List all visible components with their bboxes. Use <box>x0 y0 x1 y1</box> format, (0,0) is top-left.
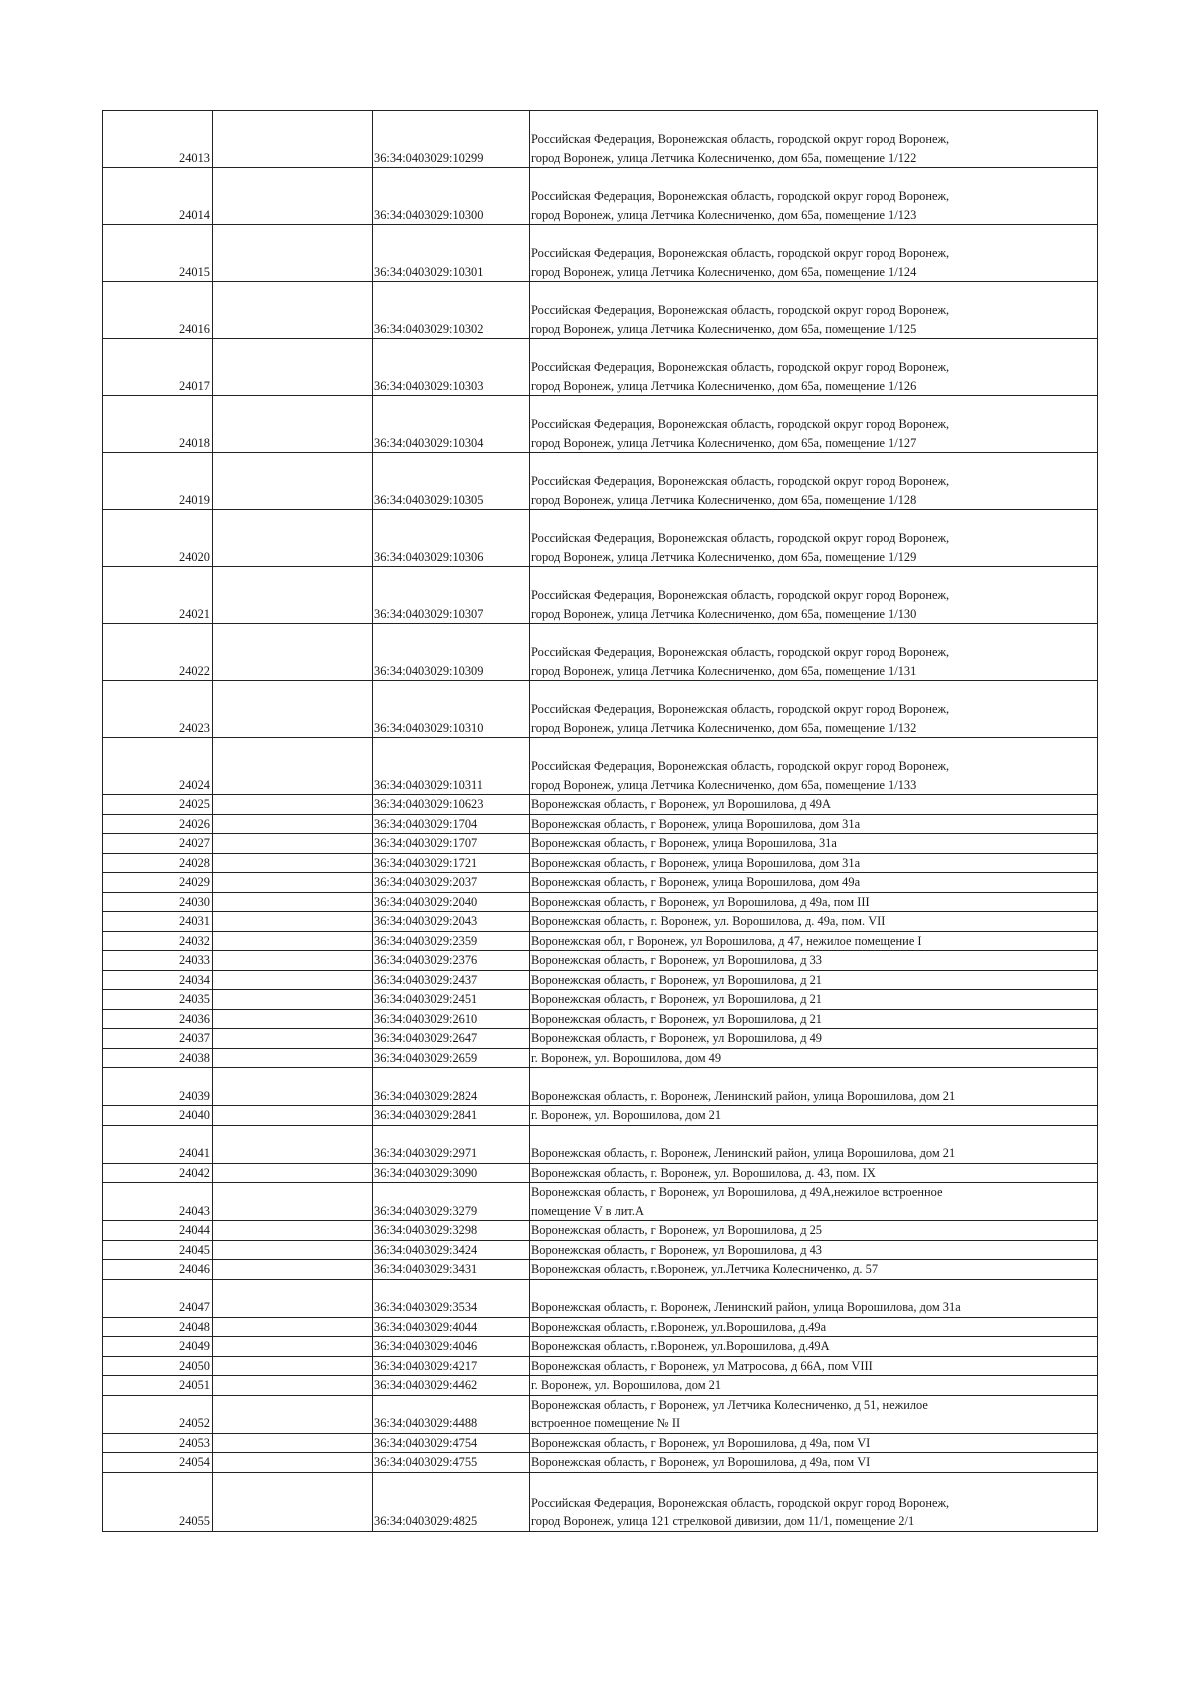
cadastral-number-cell: 36:34:0403029:10301 <box>373 225 530 282</box>
cadastral-number-cell: 36:34:0403029:4488 <box>373 1395 530 1433</box>
address-line: город Воронеж, улица Летчика Колесниченко, дом 65а, помещение 1/125 <box>531 321 917 336</box>
property-registry-table <box>102 110 1098 1532</box>
cadastral-number-cell: 36:34:0403029:10311 <box>373 738 530 795</box>
address-cell <box>530 814 1098 834</box>
empty-cell <box>213 111 373 168</box>
table-row <box>103 1376 1098 1396</box>
address-line: город Воронеж, улица Летчика Колесниченко, дом 65а, помещение 1/128 <box>531 492 917 507</box>
empty-cell <box>213 1106 373 1126</box>
cadastral-number-cell: 36:34:0403029:2376 <box>373 951 530 971</box>
table-row <box>103 1183 1098 1221</box>
empty-cell <box>213 1395 373 1433</box>
address-cell <box>530 567 1098 624</box>
empty-cell <box>213 1221 373 1241</box>
table-row <box>103 681 1098 738</box>
table-row <box>103 111 1098 168</box>
cadastral-number-cell: 36:34:0403029:4046 <box>373 1337 530 1357</box>
cadastral-number-cell: 36:34:0403029:2451 <box>373 990 530 1010</box>
cadastral-number-cell: 36:34:0403029:1704 <box>373 814 530 834</box>
address-line: Российская Федерация, Воронежская область, городской округ город Воронеж, <box>531 702 950 716</box>
row-number-cell: 24045 <box>103 1240 213 1260</box>
empty-cell <box>213 912 373 932</box>
row-number-cell: 24029 <box>103 873 213 893</box>
address-line: Российская Федерация, Воронежская область, городской округ город Воронеж, <box>531 645 950 659</box>
row-number-cell: 24043 <box>103 1183 213 1221</box>
address-cell <box>530 738 1098 795</box>
address-line: Российская Федерация, Воронежская область, городской округ город Воронеж, <box>531 303 950 317</box>
address-line: Воронежская область, г Воронеж, улица Ворошилова, дом 31а <box>531 855 861 870</box>
address-line: Воронежская область, г.Воронеж, ул.Ворошилова, д.49А <box>531 1339 830 1353</box>
cadastral-number-cell: 36:34:0403029:2610 <box>373 1009 530 1029</box>
address-cell <box>530 1279 1098 1317</box>
cadastral-number-cell: 36:34:0403029:3279 <box>373 1183 530 1221</box>
address-line: г. Воронеж, ул. Ворошилова, дом 49 <box>531 1050 722 1065</box>
cadastral-number-cell: 36:34:0403029:2037 <box>373 873 530 893</box>
table-row <box>103 1048 1098 1068</box>
cadastral-number-cell: 36:34:0403029:3431 <box>373 1260 530 1280</box>
table-row <box>103 624 1098 681</box>
row-number-cell: 24025 <box>103 795 213 815</box>
cadastral-number-cell: 36:34:0403029:2647 <box>373 1029 530 1049</box>
address-cell <box>530 951 1098 971</box>
address-line: Российская Федерация, Воронежская область, городской округ город Воронеж, <box>531 360 950 374</box>
empty-cell <box>213 873 373 893</box>
cadastral-number-cell: 36:34:0403029:4754 <box>373 1433 530 1453</box>
cadastral-number-cell: 36:34:0403029:10306 <box>373 510 530 567</box>
address-line: Воронежская область, г Воронеж, улица Ворошилова, дом 31а <box>531 816 861 831</box>
empty-cell <box>213 1068 373 1106</box>
table-row <box>103 1221 1098 1241</box>
cadastral-number-cell: 36:34:0403029:10302 <box>373 282 530 339</box>
address-cell <box>530 795 1098 815</box>
empty-cell <box>213 990 373 1010</box>
address-cell <box>530 510 1098 567</box>
cadastral-number-cell: 36:34:0403029:10305 <box>373 453 530 510</box>
empty-cell <box>213 1029 373 1049</box>
registry-table-body <box>103 111 1098 1532</box>
cadastral-number-cell: 36:34:0403029:3298 <box>373 1221 530 1241</box>
address-line: Воронежская область, г Воронеж, улица Ворошилова, 31а <box>531 836 837 850</box>
address-line: Российская Федерация, Воронежская область, городской округ город Воронеж, <box>531 132 950 146</box>
address-cell <box>530 1106 1098 1126</box>
table-row <box>103 396 1098 453</box>
table-row <box>103 1029 1098 1049</box>
row-number-cell: 24052 <box>103 1395 213 1433</box>
empty-cell <box>213 834 373 854</box>
cadastral-number-cell: 36:34:0403029:4825 <box>373 1472 530 1531</box>
address-cell <box>530 1068 1098 1106</box>
table-row <box>103 951 1098 971</box>
table-row <box>103 970 1098 990</box>
address-cell <box>530 1337 1098 1357</box>
address-line: Воронежская область, г.Воронеж, ул.Летчика Колесниченко, д. 57 <box>531 1262 879 1276</box>
cadastral-number-cell: 36:34:0403029:10307 <box>373 567 530 624</box>
address-line: Воронежская область, г Воронеж, ул Ворошилова, д 49А,нежилое встроенное <box>531 1185 943 1199</box>
empty-cell <box>213 1433 373 1453</box>
address-line: Воронежская область, г Воронеж, ул Ворошилова, д 49а, пом VI <box>531 1435 871 1450</box>
address-line: Воронежская область, г. Воронеж, ул. Ворошилова, д. 49а, пом. VII <box>531 914 886 928</box>
address-cell <box>530 892 1098 912</box>
address-cell <box>530 1221 1098 1241</box>
address-line: Воронежская область, г. Воронеж, ул. Ворошилова, д. 43, пом. IX <box>531 1165 876 1180</box>
empty-cell <box>213 1317 373 1337</box>
table-row <box>103 1106 1098 1126</box>
address-cell <box>530 990 1098 1010</box>
address-line: Воронежская область, г Воронеж, ул Летчика Колесниченко, д 51, нежилое <box>531 1397 928 1412</box>
row-number-cell: 24054 <box>103 1453 213 1473</box>
address-cell <box>530 1472 1098 1531</box>
table-row <box>103 225 1098 282</box>
address-line: город Воронеж, улица Летчика Колесниченко, дом 65а, помещение 1/126 <box>531 378 917 393</box>
row-number-cell: 24023 <box>103 681 213 738</box>
address-cell <box>530 1376 1098 1396</box>
address-line: Воронежская область, г Воронеж, улица Ворошилова, дом 49а <box>531 875 861 889</box>
table-row <box>103 814 1098 834</box>
address-line: встроенное помещение № II <box>531 1416 681 1430</box>
row-number-cell: 24030 <box>103 892 213 912</box>
address-cell <box>530 834 1098 854</box>
address-line: Воронежская область, г Воронеж, ул Ворошилова, д 25 <box>531 1223 823 1237</box>
address-cell <box>530 624 1098 681</box>
address-cell <box>530 1163 1098 1183</box>
row-number-cell: 24037 <box>103 1029 213 1049</box>
row-number-cell: 24021 <box>103 567 213 624</box>
cadastral-number-cell: 36:34:0403029:4217 <box>373 1356 530 1376</box>
table-row <box>103 168 1098 225</box>
address-line: Воронежская область, г Воронеж, ул Ворошилова, д 49А <box>531 797 831 811</box>
empty-cell <box>213 681 373 738</box>
table-row <box>103 912 1098 932</box>
address-line: Воронежская область, г Воронеж, ул Ворошилова, д 49а, пом III <box>531 894 870 909</box>
empty-cell <box>213 1048 373 1068</box>
table-row <box>103 892 1098 912</box>
row-number-cell: 24049 <box>103 1337 213 1357</box>
empty-cell <box>213 1279 373 1317</box>
table-row <box>103 1068 1098 1106</box>
row-number-cell: 24046 <box>103 1260 213 1280</box>
address-cell <box>530 1183 1098 1221</box>
empty-cell <box>213 1337 373 1357</box>
cadastral-number-cell: 36:34:0403029:2043 <box>373 912 530 932</box>
table-row <box>103 1240 1098 1260</box>
address-line: Воронежская область, г Воронеж, ул Ворошилова, д 49 <box>531 1031 823 1045</box>
row-number-cell: 24040 <box>103 1106 213 1126</box>
row-number-cell: 24024 <box>103 738 213 795</box>
row-number-cell: 24042 <box>103 1163 213 1183</box>
table-row <box>103 795 1098 815</box>
address-cell <box>530 225 1098 282</box>
table-row <box>103 453 1098 510</box>
empty-cell <box>213 1163 373 1183</box>
table-row <box>103 567 1098 624</box>
address-line: Российская Федерация, Воронежская область, городской округ город Воронеж, <box>531 417 950 431</box>
address-line: Воронежская обл, г Воронеж, ул Ворошилова, д 47, нежилое помещение I <box>531 933 922 948</box>
address-line: Российская Федерация, Воронежская область, городской округ город Воронеж, <box>531 474 950 488</box>
address-cell <box>530 1009 1098 1029</box>
cadastral-number-cell: 36:34:0403029:10623 <box>373 795 530 815</box>
address-cell <box>530 873 1098 893</box>
address-cell <box>530 1356 1098 1376</box>
cadastral-number-cell: 36:34:0403029:10309 <box>373 624 530 681</box>
cadastral-number-cell: 36:34:0403029:2824 <box>373 1068 530 1106</box>
row-number-cell: 24016 <box>103 282 213 339</box>
cadastral-number-cell: 36:34:0403029:10303 <box>373 339 530 396</box>
address-cell <box>530 1125 1098 1163</box>
address-line: Российская Федерация, Воронежская область, городской округ город Воронеж, <box>531 1495 950 1510</box>
empty-cell <box>213 1183 373 1221</box>
table-row <box>103 1356 1098 1376</box>
address-line: город Воронеж, улица Летчика Колесниченко, дом 65а, помещение 1/129 <box>531 549 917 564</box>
empty-cell <box>213 1376 373 1396</box>
cadastral-number-cell: 36:34:0403029:2841 <box>373 1106 530 1126</box>
table-row <box>103 1337 1098 1357</box>
address-line: Российская Федерация, Воронежская область, городской округ город Воронеж, <box>531 189 950 203</box>
table-row <box>103 510 1098 567</box>
row-number-cell: 24022 <box>103 624 213 681</box>
empty-cell <box>213 1240 373 1260</box>
address-line: город Воронеж, улица Летчика Колесниченко, дом 65а, помещение 1/132 <box>531 720 917 735</box>
address-cell <box>530 453 1098 510</box>
row-number-cell: 24050 <box>103 1356 213 1376</box>
empty-cell <box>213 567 373 624</box>
row-number-cell: 24028 <box>103 853 213 873</box>
empty-cell <box>213 853 373 873</box>
cadastral-number-cell: 36:34:0403029:10299 <box>373 111 530 168</box>
empty-cell <box>213 1472 373 1531</box>
table-row <box>103 1163 1098 1183</box>
cadastral-number-cell: 36:34:0403029:10300 <box>373 168 530 225</box>
address-line: город Воронеж, улица Летчика Колесниченко, дом 65а, помещение 1/124 <box>531 264 917 279</box>
empty-cell <box>213 624 373 681</box>
cadastral-number-cell: 36:34:0403029:3090 <box>373 1163 530 1183</box>
address-cell <box>530 1048 1098 1068</box>
address-line: Российская Федерация, Воронежская область, городской округ город Воронеж, <box>531 246 950 260</box>
cadastral-number-cell: 36:34:0403029:1721 <box>373 853 530 873</box>
address-line: Воронежская область, г Воронеж, ул Матросова, д 66А, пом VIII <box>531 1358 873 1373</box>
table-row <box>103 1260 1098 1280</box>
empty-cell <box>213 453 373 510</box>
empty-cell <box>213 951 373 971</box>
cadastral-number-cell: 36:34:0403029:4462 <box>373 1376 530 1396</box>
address-cell <box>530 396 1098 453</box>
row-number-cell: 24041 <box>103 1125 213 1163</box>
row-number-cell: 24055 <box>103 1472 213 1531</box>
address-cell <box>530 1317 1098 1337</box>
row-number-cell: 24018 <box>103 396 213 453</box>
cadastral-number-cell: 36:34:0403029:2437 <box>373 970 530 990</box>
address-line: Российская Федерация, Воронежская область, городской округ город Воронеж, <box>531 588 950 602</box>
row-number-cell: 24034 <box>103 970 213 990</box>
empty-cell <box>213 795 373 815</box>
address-cell <box>530 1453 1098 1473</box>
address-line: город Воронеж, улица Летчика Колесниченко, дом 65а, помещение 1/122 <box>531 150 917 165</box>
address-cell <box>530 681 1098 738</box>
row-number-cell: 24044 <box>103 1221 213 1241</box>
address-cell <box>530 111 1098 168</box>
table-row <box>103 1433 1098 1453</box>
row-number-cell: 24013 <box>103 111 213 168</box>
cadastral-number-cell: 36:34:0403029:2659 <box>373 1048 530 1068</box>
cadastral-number-cell: 36:34:0403029:10310 <box>373 681 530 738</box>
cadastral-number-cell: 36:34:0403029:2040 <box>373 892 530 912</box>
row-number-cell: 24036 <box>103 1009 213 1029</box>
row-number-cell: 24047 <box>103 1279 213 1317</box>
cadastral-number-cell: 36:34:0403029:4755 <box>373 1453 530 1473</box>
cadastral-number-cell: 36:34:0403029:2359 <box>373 931 530 951</box>
cadastral-number-cell: 36:34:0403029:3534 <box>373 1279 530 1317</box>
address-cell <box>530 1433 1098 1453</box>
row-number-cell: 24051 <box>103 1376 213 1396</box>
table-row <box>103 1395 1098 1433</box>
address-line: г. Воронеж, ул. Ворошилова, дом 21 <box>531 1378 722 1392</box>
address-line: Воронежская область, г Воронеж, ул Ворошилова, д 43 <box>531 1242 823 1257</box>
row-number-cell: 24035 <box>103 990 213 1010</box>
address-line: город Воронеж, улица Летчика Колесниченко, дом 65а, помещение 1/130 <box>531 606 917 621</box>
address-line: город Воронеж, улица Летчика Колесниченко, дом 65а, помещение 1/131 <box>531 663 917 678</box>
table-row <box>103 282 1098 339</box>
table-row <box>103 1125 1098 1163</box>
address-line: Воронежская область, г. Воронеж, Ленинский район, улица Ворошилова, дом 31а <box>531 1300 961 1314</box>
address-cell <box>530 970 1098 990</box>
row-number-cell: 24048 <box>103 1317 213 1337</box>
row-number-cell: 24039 <box>103 1068 213 1106</box>
table-row <box>103 1453 1098 1473</box>
address-line: Воронежская область, г Воронеж, ул Ворошилова, д 49а, пом VI <box>531 1455 871 1469</box>
empty-cell <box>213 814 373 834</box>
row-number-cell: 24019 <box>103 453 213 510</box>
table-row <box>103 1472 1098 1531</box>
empty-cell <box>213 738 373 795</box>
row-number-cell: 24053 <box>103 1433 213 1453</box>
row-number-cell: 24038 <box>103 1048 213 1068</box>
empty-cell <box>213 396 373 453</box>
address-line: Российская Федерация, Воронежская область, городской округ город Воронеж, <box>531 759 950 773</box>
address-line: Российская Федерация, Воронежская область, городской округ город Воронеж, <box>531 531 950 545</box>
address-line: г. Воронеж, ул. Ворошилова, дом 21 <box>531 1108 722 1122</box>
row-number-cell: 24033 <box>103 951 213 971</box>
address-line: город Воронеж, улица Летчика Колесниченко, дом 65а, помещение 1/123 <box>531 207 917 222</box>
address-cell <box>530 853 1098 873</box>
address-cell <box>530 912 1098 932</box>
address-line: Воронежская область, г. Воронеж, Ленинский район, улица Ворошилова, дом 21 <box>531 1088 956 1103</box>
address-line: Воронежская область, г.Воронеж, ул.Ворошилова, д.49а <box>531 1319 827 1334</box>
address-line: Воронежская область, г Воронеж, ул Ворошилова, д 21 <box>531 972 823 987</box>
row-number-cell: 24027 <box>103 834 213 854</box>
empty-cell <box>213 892 373 912</box>
table-row <box>103 1279 1098 1317</box>
address-line: помещение V в лит.А <box>531 1203 644 1218</box>
empty-cell <box>213 1453 373 1473</box>
table-row <box>103 873 1098 893</box>
cadastral-number-cell: 36:34:0403029:2971 <box>373 1125 530 1163</box>
table-row <box>103 1009 1098 1029</box>
address-cell <box>530 168 1098 225</box>
table-row <box>103 1317 1098 1337</box>
address-cell <box>530 1240 1098 1260</box>
address-line: Воронежская область, г Воронеж, ул Ворошилова, д 21 <box>531 1011 823 1026</box>
address-line: Воронежская область, г Воронеж, ул Ворошилова, д 21 <box>531 992 823 1006</box>
empty-cell <box>213 1260 373 1280</box>
table-row <box>103 339 1098 396</box>
empty-cell <box>213 1125 373 1163</box>
empty-cell <box>213 339 373 396</box>
row-number-cell: 24032 <box>103 931 213 951</box>
empty-cell <box>213 510 373 567</box>
address-line: город Воронеж, улица Летчика Колесниченко, дом 65а, помещение 1/127 <box>531 435 917 450</box>
empty-cell <box>213 282 373 339</box>
cadastral-number-cell: 36:34:0403029:10304 <box>373 396 530 453</box>
empty-cell <box>213 1356 373 1376</box>
row-number-cell: 24017 <box>103 339 213 396</box>
address-line: Воронежская область, г Воронеж, ул Ворошилова, д 33 <box>531 953 823 967</box>
row-number-cell: 24014 <box>103 168 213 225</box>
cadastral-number-cell: 36:34:0403029:4044 <box>373 1317 530 1337</box>
table-row <box>103 931 1098 951</box>
address-cell <box>530 282 1098 339</box>
row-number-cell: 24020 <box>103 510 213 567</box>
cadastral-number-cell: 36:34:0403029:1707 <box>373 834 530 854</box>
table-row <box>103 834 1098 854</box>
empty-cell <box>213 970 373 990</box>
table-row <box>103 990 1098 1010</box>
address-cell <box>530 339 1098 396</box>
row-number-cell: 24026 <box>103 814 213 834</box>
row-number-cell: 24031 <box>103 912 213 932</box>
table-row <box>103 738 1098 795</box>
address-line: город Воронеж, улица 121 стрелковой дивизии, дом 11/1, помещение 2/1 <box>531 1514 915 1528</box>
table-row <box>103 853 1098 873</box>
address-cell <box>530 931 1098 951</box>
empty-cell <box>213 225 373 282</box>
address-cell <box>530 1260 1098 1280</box>
address-line: город Воронеж, улица Летчика Колесниченко, дом 65а, помещение 1/133 <box>531 777 917 792</box>
cadastral-number-cell: 36:34:0403029:3424 <box>373 1240 530 1260</box>
row-number-cell: 24015 <box>103 225 213 282</box>
address-cell <box>530 1029 1098 1049</box>
address-cell <box>530 1395 1098 1433</box>
empty-cell <box>213 1009 373 1029</box>
empty-cell <box>213 931 373 951</box>
empty-cell <box>213 168 373 225</box>
address-line: Воронежская область, г. Воронеж, Ленинский район, улица Ворошилова, дом 21 <box>531 1146 956 1160</box>
